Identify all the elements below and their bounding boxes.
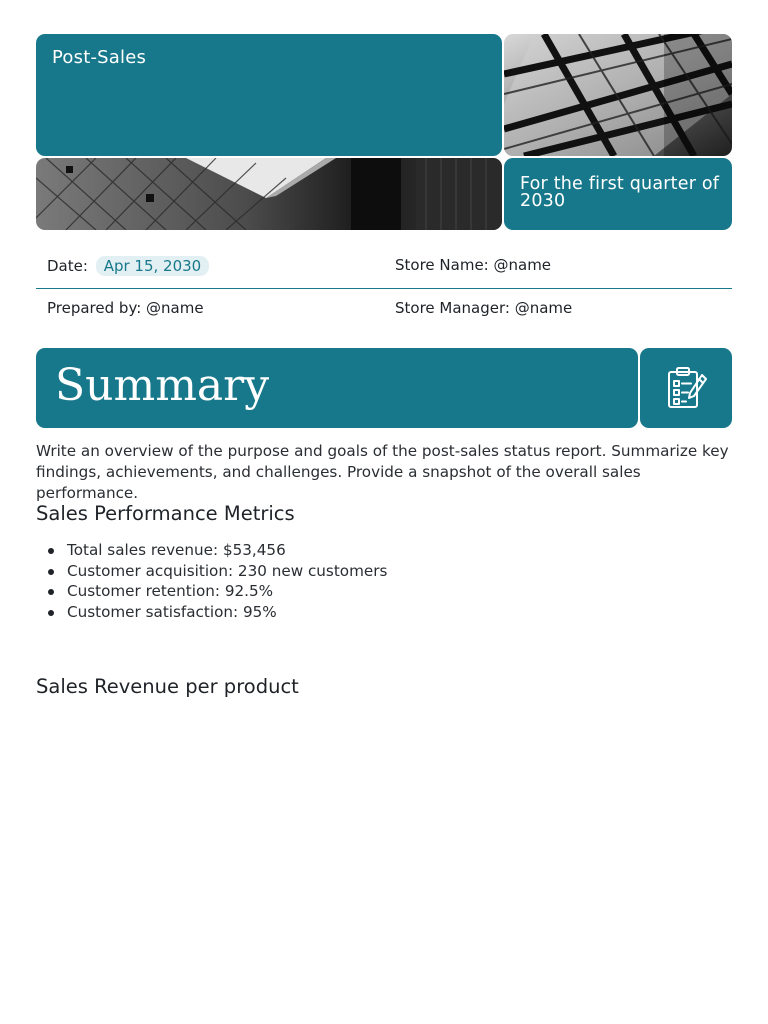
list-item: Customer satisfaction: 95% (36, 602, 536, 623)
date-label: Date: (47, 257, 88, 275)
info-divider (36, 288, 732, 289)
summary-overview: Write an overview of the purpose and goals of the post-sales status report. Summarize key findings, achievements, and challenges. Provide a snapshot of the overall sales performance. (36, 442, 729, 502)
store-name-field: Store Name: @name (395, 256, 552, 274)
store-manager-field: Store Manager: @name (395, 299, 573, 317)
list-item: Customer retention: 92.5% (36, 581, 536, 602)
summary-icon-panel (640, 348, 732, 428)
list-item: Customer acquisition: 230 new customers (36, 561, 536, 582)
list-item: Total sales revenue: $53,456 (36, 540, 536, 561)
summary-banner (36, 348, 638, 428)
prepared-by-field: Prepared by: @name (47, 299, 204, 317)
date-badge[interactable]: Apr 15, 2030 (96, 256, 210, 276)
revenue-heading: Sales Revenue per product (36, 675, 299, 698)
skylight-photo (504, 34, 732, 156)
header-title-panel (36, 34, 502, 156)
building-facade-photo (36, 158, 502, 230)
date-field (47, 256, 209, 276)
document-title: Post-Sales (52, 47, 147, 68)
metrics-heading: Sales Performance Metrics (36, 502, 295, 525)
metrics-list (36, 540, 536, 622)
quarter-panel (504, 158, 732, 230)
summary-title: Summary (55, 360, 270, 411)
report-period: For the first quarter of 2030 (520, 174, 720, 211)
